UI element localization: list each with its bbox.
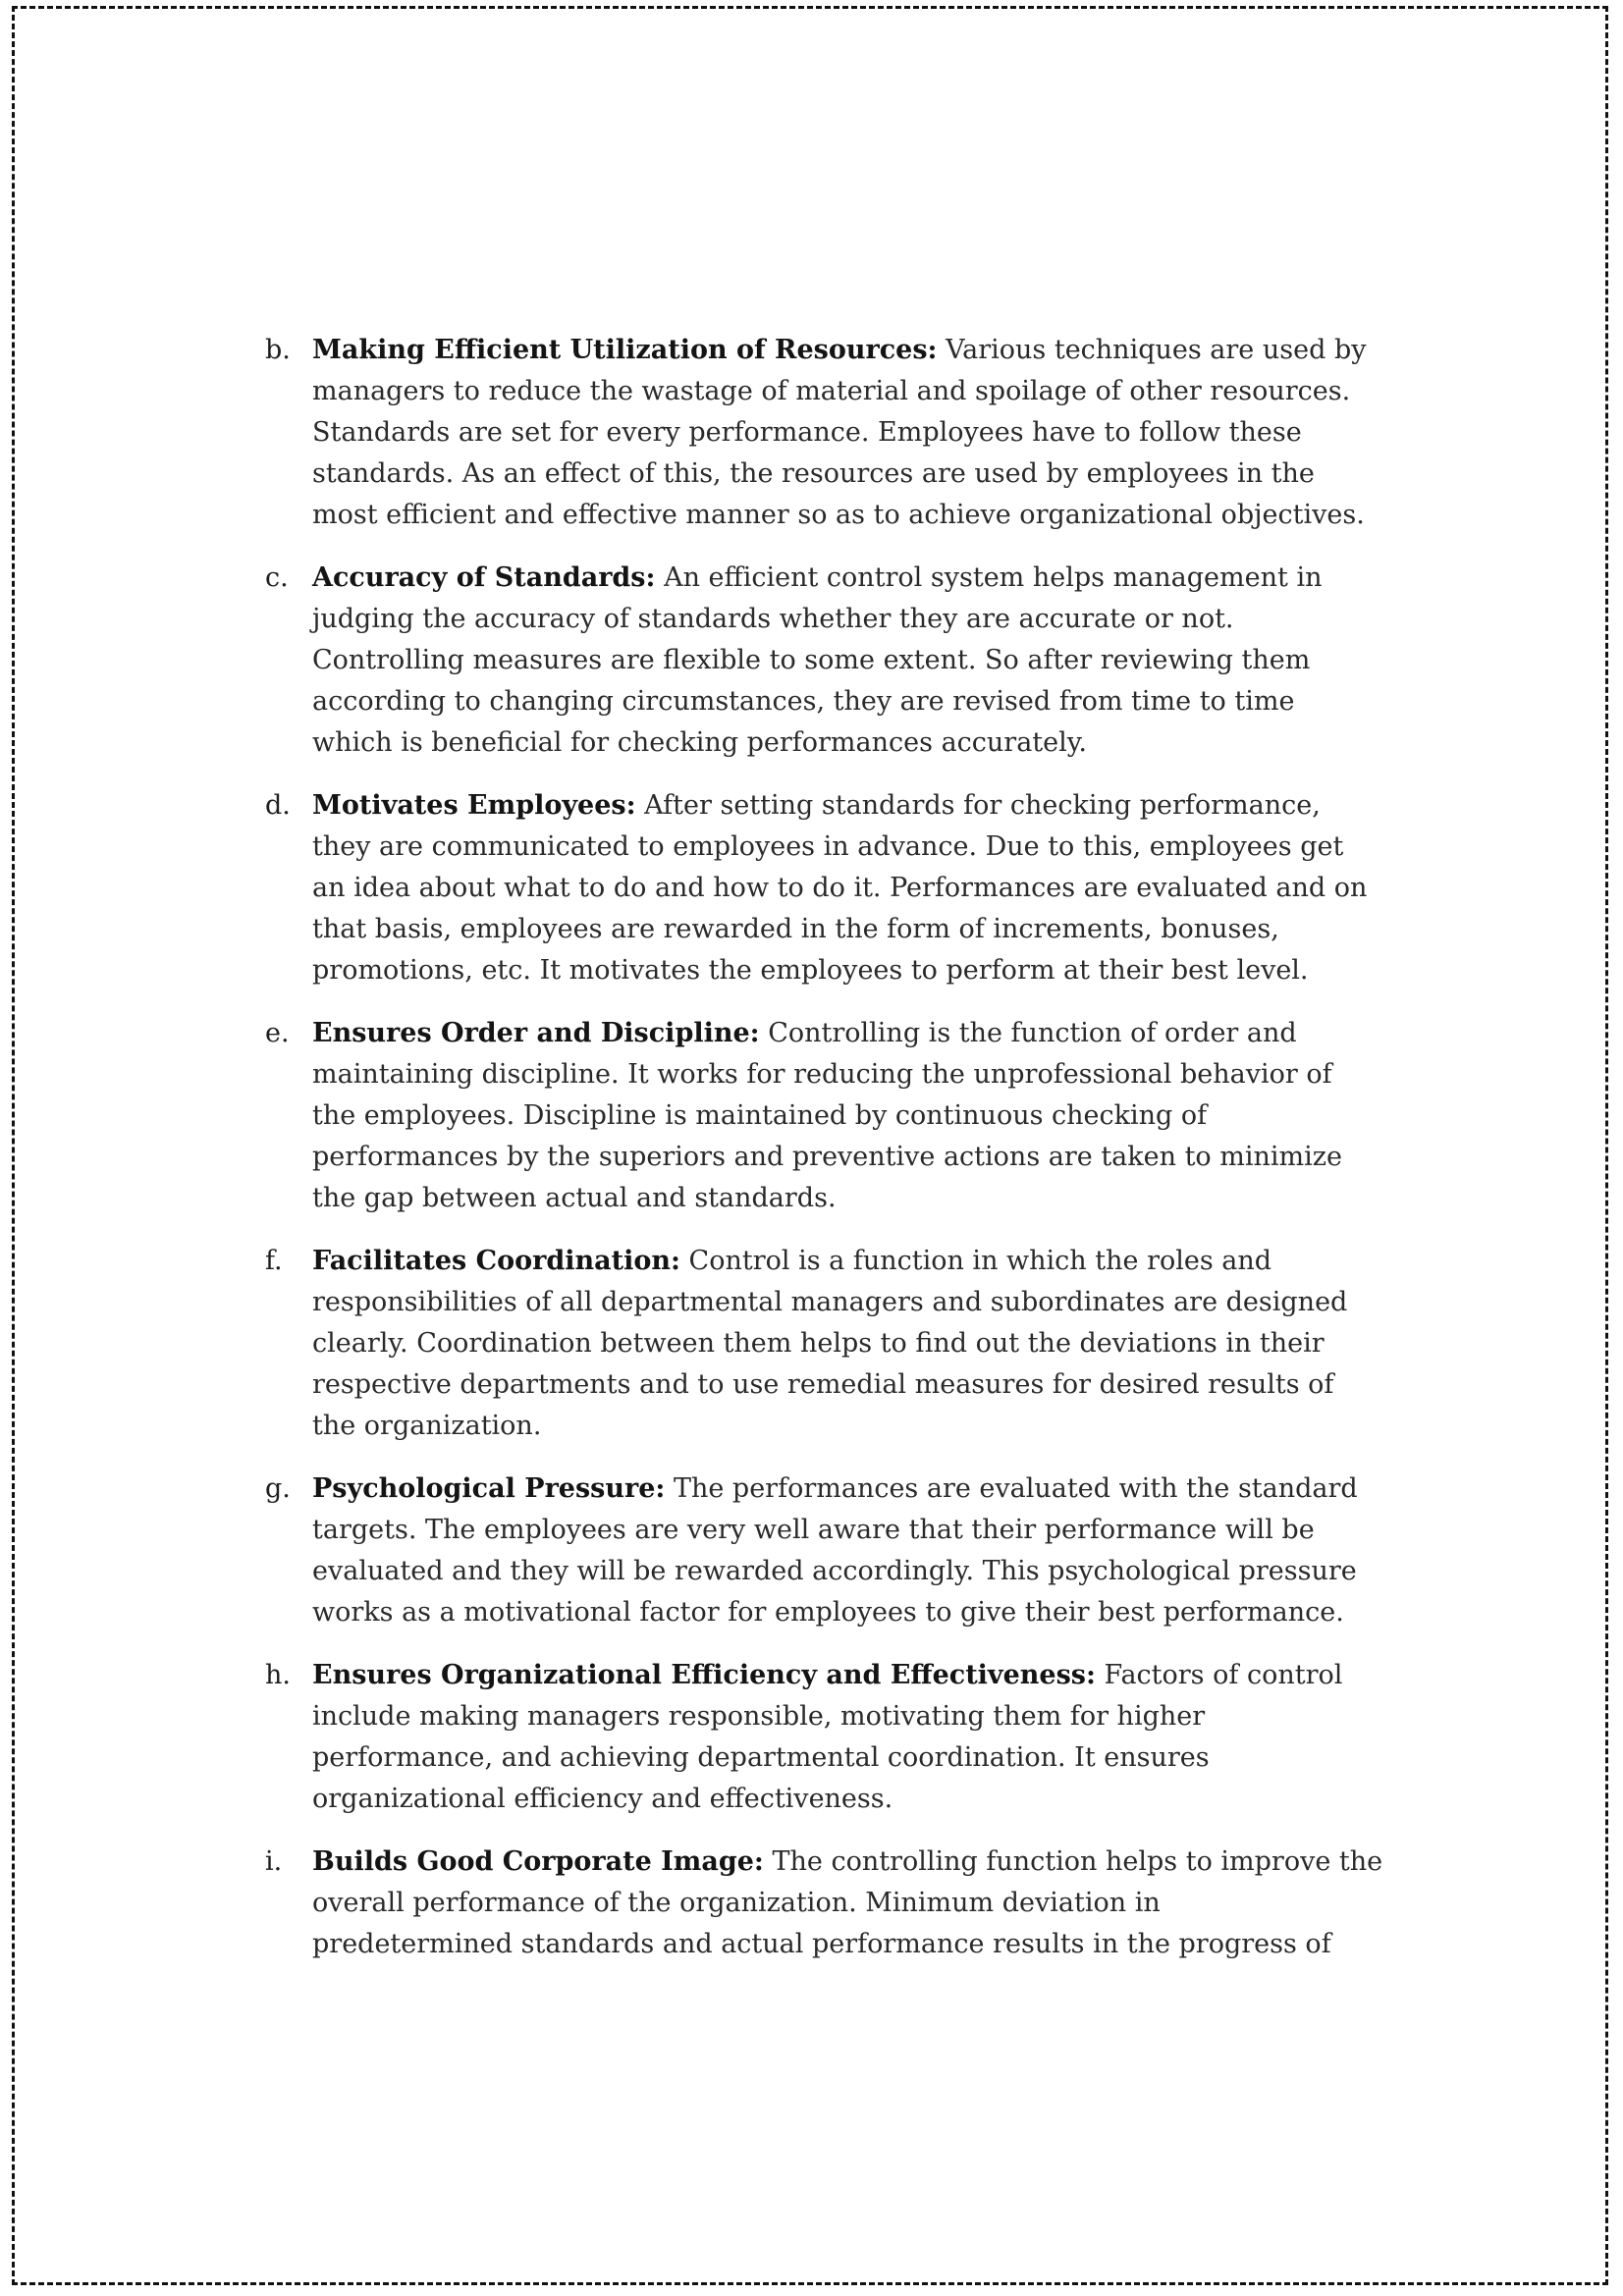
- text-line: Standards are set for every performance. Employees have to follow these: [312, 417, 1302, 448]
- item-text: The performances are evaluated with the standard: [665, 1473, 1358, 1504]
- item-text: The controlling function helps to improve the: [763, 1846, 1383, 1877]
- text-line: most efficient and effective manner so as to achieve organizational objectives.: [312, 500, 1365, 530]
- item-term: Ensures Organizational Efficiency and Effectiveness:: [312, 1660, 1096, 1690]
- item-term: Making Efficient Utilization of Resources:: [312, 335, 938, 365]
- text-line: evaluated and they will be rewarded accordingly. This psychological pressure: [312, 1556, 1357, 1586]
- text-line: works as a motivational factor for employees to give their best performance.: [312, 1597, 1344, 1628]
- text-line: [312, 1842, 1414, 1883]
- item-text: Control is a function in which the roles and: [679, 1246, 1272, 1276]
- item-term: Ensures Order and Discipline:: [312, 1018, 760, 1048]
- text-line: [312, 330, 1414, 371]
- list-item-text: [312, 1013, 1414, 1219]
- list-item: [265, 330, 1414, 536]
- list-marker: c.: [265, 562, 289, 593]
- list-item: [265, 785, 1414, 991]
- list-item: [265, 1013, 1414, 1219]
- text-line: clearly. Coordination between them helps to find out the deviations in their: [312, 1328, 1325, 1359]
- document-body: [265, 330, 1414, 1987]
- text-line: predetermined standards and actual performance results in the progress of: [312, 1929, 1331, 1959]
- list-item-text: [312, 1842, 1414, 1965]
- list-item-text: [312, 1655, 1414, 1820]
- list-item: [265, 1655, 1414, 1820]
- text-line: responsibilities of all departmental managers and subordinates are designed: [312, 1287, 1348, 1317]
- text-line: standards. As an effect of this, the resources are used by employees in the: [312, 458, 1315, 489]
- text-line: that basis, employees are rewarded in the form of increments, bonuses,: [312, 914, 1279, 944]
- item-term: Builds Good Corporate Image:: [312, 1846, 764, 1877]
- list-marker: e.: [265, 1018, 290, 1048]
- list-item-text: [312, 785, 1414, 991]
- text-line: include making managers responsible, motivating them for higher: [312, 1701, 1206, 1732]
- text-line: respective departments and to use remedial measures for desired results of: [312, 1369, 1334, 1400]
- text-line: organizational efficiency and effectiveness.: [312, 1784, 893, 1814]
- list-item: [265, 1468, 1414, 1633]
- list-marker: f.: [265, 1246, 283, 1276]
- text-line: [312, 1241, 1414, 1282]
- text-line: the gap between actual and standards.: [312, 1183, 837, 1213]
- item-text: Various techniques are used by: [937, 335, 1367, 365]
- text-line: managers to reduce the wastage of material and spoilage of other resources.: [312, 376, 1351, 406]
- item-text: After setting standards for checking performance,: [635, 790, 1321, 821]
- text-line: the employees. Discipline is maintained by continuous checking of: [312, 1100, 1208, 1131]
- text-line: [312, 785, 1414, 827]
- list-item-text: [312, 558, 1414, 764]
- text-line: Controlling measures are flexible to some extent. So after reviewing them: [312, 645, 1311, 675]
- text-line: performances by the superiors and preventive actions are taken to minimize: [312, 1142, 1342, 1172]
- text-line: the organization.: [312, 1411, 542, 1441]
- text-line: maintaining discipline. It works for reducing the unprofessional behavior of: [312, 1059, 1332, 1090]
- list-marker: d.: [265, 790, 291, 821]
- item-term: Facilitates Coordination:: [312, 1246, 680, 1276]
- text-line: [312, 1013, 1414, 1054]
- text-line: targets. The employees are very well aware that their performance will be: [312, 1515, 1315, 1545]
- item-term: Psychological Pressure:: [312, 1473, 666, 1504]
- list-marker: h.: [265, 1660, 291, 1690]
- text-line: [312, 1655, 1414, 1696]
- list-item-text: [312, 1468, 1414, 1633]
- text-line: [312, 1468, 1414, 1510]
- item-term: Motivates Employees:: [312, 790, 636, 821]
- list-marker: g.: [265, 1473, 291, 1504]
- item-text: An efficient control system helps management in: [655, 562, 1323, 593]
- list-item: [265, 558, 1414, 764]
- text-line: overall performance of the organization. Minimum deviation in: [312, 1888, 1161, 1918]
- text-line: they are communicated to employees in advance. Due to this, employees get: [312, 831, 1344, 862]
- text-line: judging the accuracy of standards whether they are accurate or not.: [312, 604, 1234, 634]
- item-text: Factors of control: [1095, 1660, 1343, 1690]
- text-line: performance, and achieving departmental coordination. It ensures: [312, 1742, 1210, 1773]
- text-line: promotions, etc. It motivates the employees to perform at their best level.: [312, 955, 1309, 986]
- list-marker: b.: [265, 335, 291, 365]
- list-item-text: [312, 1241, 1414, 1447]
- item-term: Accuracy of Standards:: [312, 562, 656, 593]
- text-line: [312, 558, 1414, 599]
- text-line: according to changing circumstances, they are revised from time to time: [312, 686, 1295, 717]
- list-item: [265, 1241, 1414, 1447]
- item-text: Controlling is the function of order and: [759, 1018, 1297, 1048]
- list-item-text: [312, 330, 1414, 536]
- text-line: an idea about what to do and how to do it. Performances are evaluated and on: [312, 873, 1368, 903]
- text-line: which is beneficial for checking performances accurately.: [312, 727, 1088, 758]
- list-marker: i.: [265, 1846, 283, 1877]
- list-item: [265, 1842, 1414, 1965]
